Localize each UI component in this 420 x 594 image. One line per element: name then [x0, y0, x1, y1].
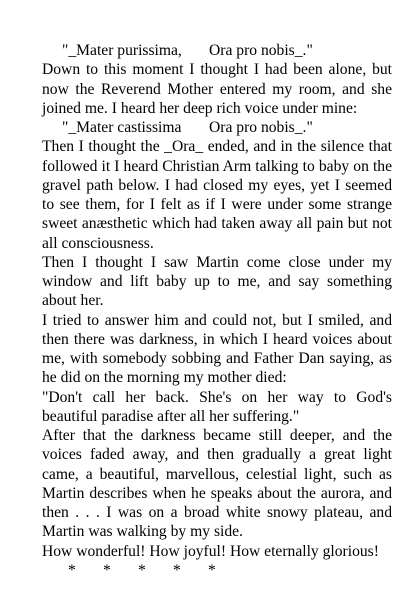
- section-separator: [42, 561, 392, 580]
- separator-star: *: [173, 561, 181, 579]
- separator-star: *: [138, 561, 146, 579]
- paragraph-7: How wonderful! How joyful! How eternally glorious!: [42, 542, 379, 560]
- chant-2-part-2: Ora pro nobis_.": [209, 119, 313, 136]
- paragraph-6: After that the darkness became still deeper, and the voices faded away, and then gradually a great light came, a beautiful, marvellous, celestial light, such as Martin describes when he speaks about the aurora, and then . . . I was on a broad white snowy plateau, and Martin was walking by my side.: [42, 427, 392, 541]
- chant-line-2: [42, 118, 392, 137]
- chant-1-part-2: Ora pro nobis_.": [209, 42, 313, 59]
- chant-1-part-1: "_Mater purissima,: [62, 42, 182, 59]
- separator-star: *: [68, 561, 76, 579]
- separator-star: *: [103, 561, 111, 579]
- chant-2-part-1: "_Mater castissima: [62, 119, 182, 136]
- paragraph-5: "Don't call her back. She's on her way to God's beautiful paradise after all her suffering.": [42, 388, 392, 425]
- chant-line-1: [42, 41, 392, 60]
- paragraph-4: I tried to answer him and could not, but I smiled, and then there was darkness, in which I heard voices about me, with somebody sobbing and Father Dan saying, as he did on the morning my mother died:: [42, 311, 392, 387]
- paragraph-3: Then I thought I saw Martin come close under my window and lift baby up to me, and say something about her.: [42, 253, 392, 310]
- paragraph-1: Down to this moment I thought I had been alone, but now the Reverend Mother entered my room, and she joined me. I heard her deep rich voice under mine:: [42, 61, 392, 117]
- paragraph-2: Then I thought the _Ora_ ended, and in the silence that followed it I heard Christian Arm talking to baby on the gravel path below. I had closed my eyes, yet I seemed to see them, for I felt as if I were under some strange sweet anæsthetic which had taken away all pain but not all consciousness.: [42, 138, 392, 252]
- separator-star: *: [208, 561, 216, 579]
